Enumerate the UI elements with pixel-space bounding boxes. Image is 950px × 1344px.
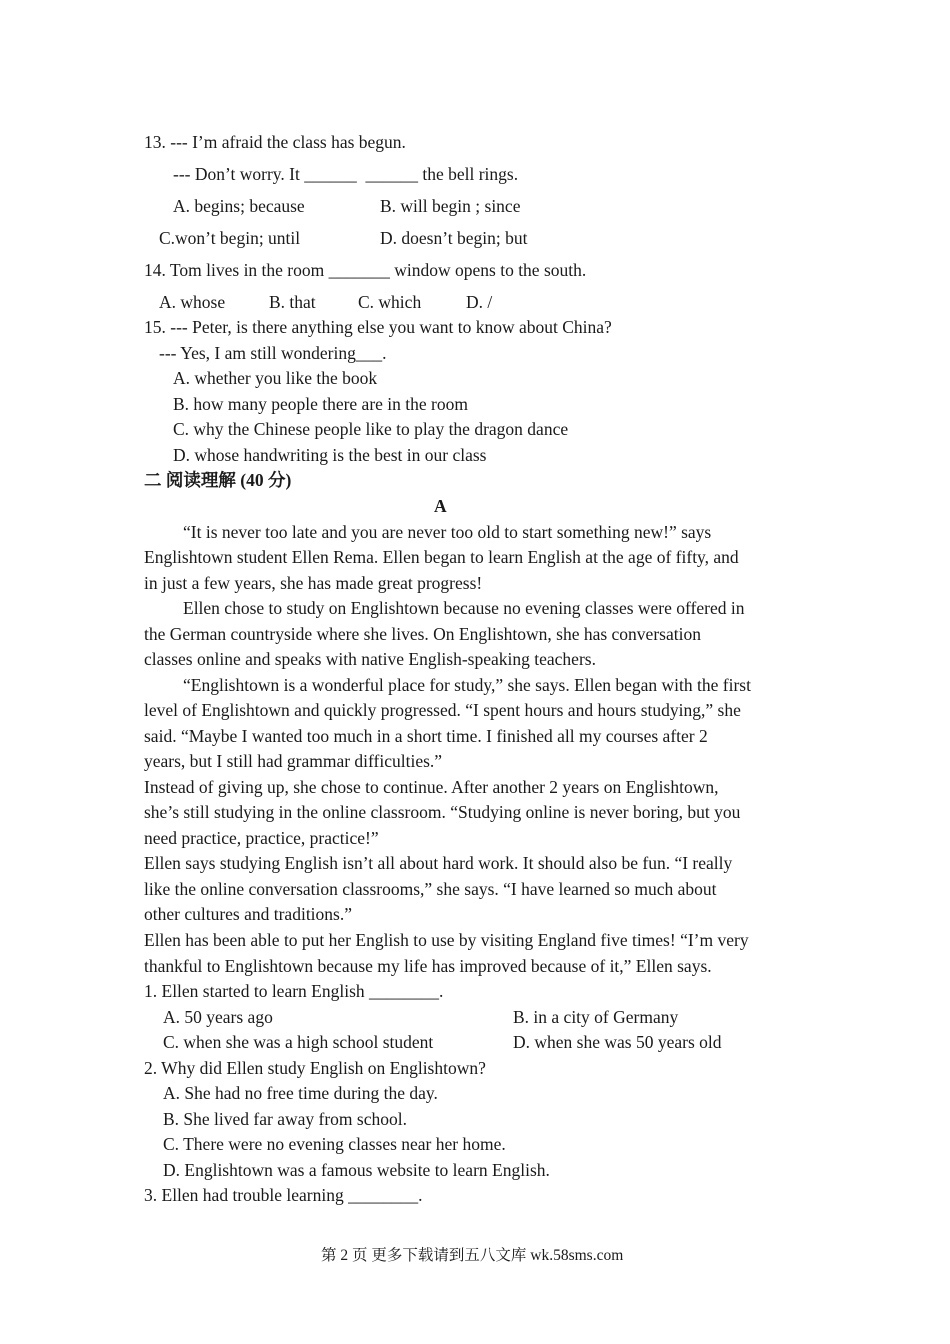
passage-line: she’s still studying in the online classroom. “Studying online is never boring, but you bbox=[144, 802, 741, 822]
section-heading: 二 阅读理解 (40 分) bbox=[144, 470, 292, 490]
q14-option-b: B. that bbox=[269, 292, 316, 312]
rq1-stem: 1. Ellen started to learn English ________. bbox=[144, 981, 444, 1001]
rq1-option-a: A. 50 years ago bbox=[163, 1007, 273, 1027]
passage-line: years, but I still had grammar difficulties.” bbox=[144, 751, 443, 771]
passage-letter: A bbox=[434, 496, 447, 516]
rq1-option-d: D. when she was 50 years old bbox=[513, 1032, 722, 1052]
q14-option-c: C. which bbox=[358, 292, 422, 312]
passage-line: level of Englishtown and quickly progressed. “I spent hours and hours studying,” she bbox=[144, 700, 741, 720]
passage-line: like the online conversation classrooms,” she says. “I have learned so much about bbox=[144, 879, 717, 899]
passage-line: classes online and speaks with native English-speaking teachers. bbox=[144, 649, 596, 669]
passage-line: “It is never too late and you are never too old to start something new!” says bbox=[183, 522, 712, 542]
q15-option-c: C. why the Chinese people like to play the dragon dance bbox=[173, 419, 569, 439]
passage-line: Englishtown student Ellen Rema. Ellen began to learn English at the age of fifty, and bbox=[144, 547, 739, 567]
q15-option-d: D. whose handwriting is the best in our class bbox=[173, 445, 487, 465]
q13-option-c: C.won’t begin; until bbox=[159, 228, 301, 248]
passage-line: other cultures and traditions.” bbox=[144, 904, 352, 924]
q13-option-a: A. begins; because bbox=[173, 196, 305, 216]
passage-line: Instead of giving up, she chose to continue. After another 2 years on Englishtown, bbox=[144, 777, 719, 797]
rq2-option-a: A. She had no free time during the day. bbox=[163, 1083, 438, 1103]
q13-option-b: B. will begin ; since bbox=[380, 196, 521, 216]
passage-line: “Englishtown is a wonderful place for study,” she says. Ellen began with the first bbox=[183, 675, 751, 695]
q14-option-d: D. / bbox=[466, 292, 493, 312]
rq2-option-b: B. She lived far away from school. bbox=[163, 1109, 407, 1129]
q14-option-a: A. whose bbox=[159, 292, 226, 312]
q15-option-a: A. whether you like the book bbox=[173, 368, 378, 388]
q13-option-d: D. doesn’t begin; but bbox=[380, 228, 528, 248]
q13-stem: 13. --- I’m afraid the class has begun. bbox=[144, 132, 406, 152]
passage-line: Ellen says studying English isn’t all about hard work. It should also be fun. “I really bbox=[144, 853, 733, 873]
rq1-option-b: B. in a city of Germany bbox=[513, 1007, 679, 1027]
q15-option-b: B. how many people there are in the room bbox=[173, 394, 468, 414]
passage-line: need practice, practice, practice!” bbox=[144, 828, 379, 848]
rq3-stem: 3. Ellen had trouble learning ________. bbox=[144, 1185, 423, 1205]
rq1-option-c: C. when she was a high school student bbox=[163, 1032, 434, 1052]
q15-reply: --- Yes, I am still wondering___. bbox=[159, 343, 387, 363]
passage-line: said. “Maybe I wanted too much in a short time. I finished all my courses after 2 bbox=[144, 726, 708, 746]
page-footer: 第 2 页 更多下载请到五八文库 wk.58sms.com bbox=[321, 1247, 624, 1264]
passage-line: Ellen chose to study on Englishtown because no evening classes were offered in bbox=[183, 598, 745, 618]
passage-line: the German countryside where she lives. On Englishtown, she has conversation bbox=[144, 624, 701, 644]
passage-line: Ellen has been able to put her English to use by visiting England five times! “I’m very bbox=[144, 930, 749, 950]
q13-reply: --- Don’t worry. It ______ ______ the bell rings. bbox=[173, 164, 519, 184]
rq2-option-d: D. Englishtown was a famous website to learn English. bbox=[163, 1160, 550, 1180]
passage-line: in just a few years, she has made great progress! bbox=[144, 573, 483, 593]
passage-line: thankful to Englishtown because my life has improved because of it,” Ellen says. bbox=[144, 956, 712, 976]
q15-stem: 15. --- Peter, is there anything else you want to know about China? bbox=[144, 317, 612, 337]
q14-stem: 14. Tom lives in the room _______ window opens to the south. bbox=[144, 260, 587, 280]
rq2-option-c: C. There were no evening classes near her home. bbox=[163, 1134, 506, 1154]
rq2-stem: 2. Why did Ellen study English on Englishtown? bbox=[144, 1058, 486, 1078]
